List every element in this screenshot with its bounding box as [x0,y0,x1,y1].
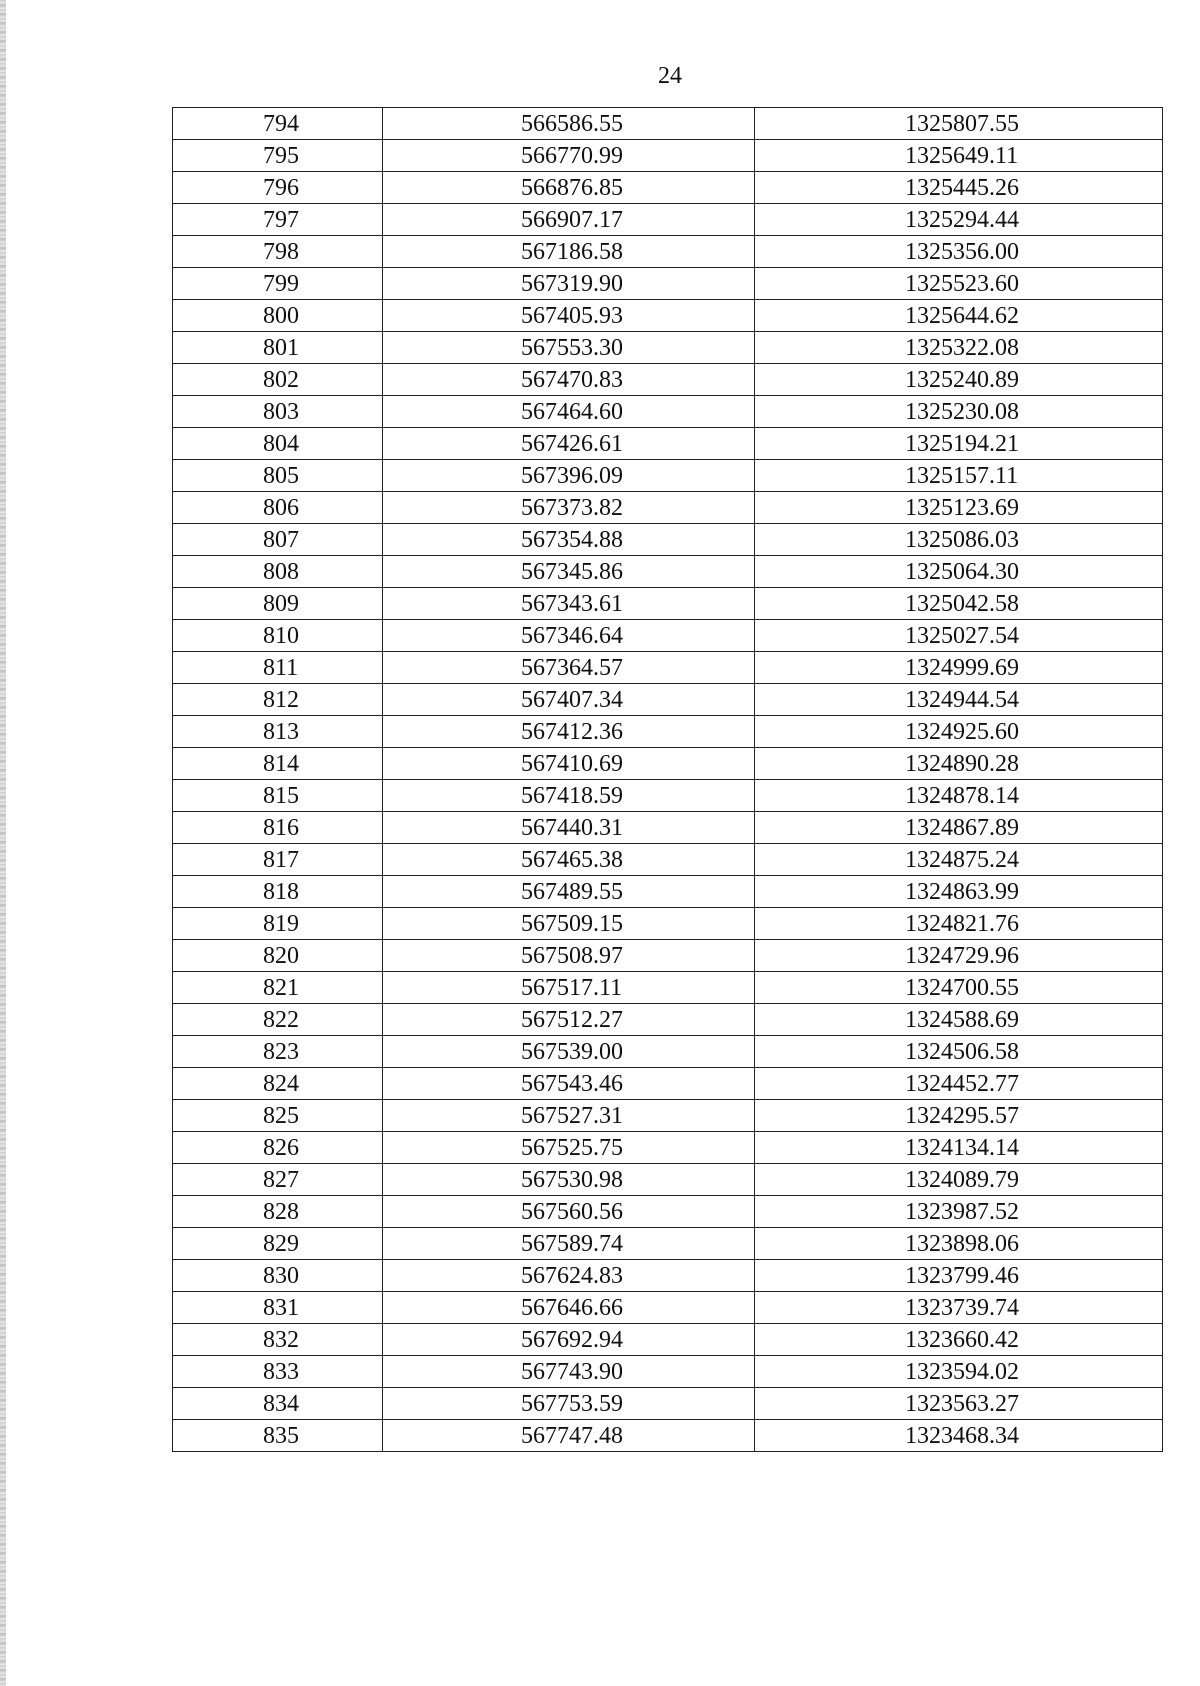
x-coordinate-cell: 567624.83 [383,1260,755,1292]
y-coordinate-cell: 1324134.14 [755,1132,1163,1164]
table-row [173,1196,1163,1228]
y-coordinate-cell: 1325445.26 [755,172,1163,204]
x-coordinate-cell: 567464.60 [383,396,755,428]
y-coordinate-cell: 1323660.42 [755,1324,1163,1356]
y-coordinate-cell: 1324875.24 [755,844,1163,876]
table-row [173,364,1163,396]
table-row [173,620,1163,652]
table-row [173,108,1163,140]
y-coordinate-cell: 1325123.69 [755,492,1163,524]
table-row [173,1164,1163,1196]
x-coordinate-cell: 567412.36 [383,716,755,748]
point-number-cell: 825 [173,1100,383,1132]
table-row [173,684,1163,716]
table-row [173,204,1163,236]
point-number-cell: 828 [173,1196,383,1228]
y-coordinate-cell: 1324700.55 [755,972,1163,1004]
table-row [173,588,1163,620]
table-row [173,1100,1163,1132]
x-coordinate-cell: 567345.86 [383,556,755,588]
table-row [173,268,1163,300]
point-number-cell: 802 [173,364,383,396]
y-coordinate-cell: 1324588.69 [755,1004,1163,1036]
point-number-cell: 795 [173,140,383,172]
y-coordinate-cell: 1324867.89 [755,812,1163,844]
table-row [173,1068,1163,1100]
x-coordinate-cell: 567470.83 [383,364,755,396]
table-row [173,1036,1163,1068]
y-coordinate-cell: 1325240.89 [755,364,1163,396]
point-number-cell: 833 [173,1356,383,1388]
y-coordinate-cell: 1324890.28 [755,748,1163,780]
y-coordinate-cell: 1323898.06 [755,1228,1163,1260]
scan-edge [0,0,6,1686]
x-coordinate-cell: 567517.11 [383,972,755,1004]
x-coordinate-cell: 567186.58 [383,236,755,268]
x-coordinate-cell: 567354.88 [383,524,755,556]
table-row [173,1420,1163,1452]
x-coordinate-cell: 567543.46 [383,1068,755,1100]
point-number-cell: 824 [173,1068,383,1100]
x-coordinate-cell: 567553.30 [383,332,755,364]
table-row [173,1228,1163,1260]
x-coordinate-cell: 567530.98 [383,1164,755,1196]
table-row [173,908,1163,940]
x-coordinate-cell: 567465.38 [383,844,755,876]
y-coordinate-cell: 1324729.96 [755,940,1163,972]
point-number-cell: 796 [173,172,383,204]
table-row [173,972,1163,1004]
y-coordinate-cell: 1325644.62 [755,300,1163,332]
point-number-cell: 812 [173,684,383,716]
y-coordinate-cell: 1324999.69 [755,652,1163,684]
x-coordinate-cell: 567319.90 [383,268,755,300]
x-coordinate-cell: 567440.31 [383,812,755,844]
y-coordinate-cell: 1325194.21 [755,428,1163,460]
point-number-cell: 803 [173,396,383,428]
y-coordinate-cell: 1324863.99 [755,876,1163,908]
point-number-cell: 809 [173,588,383,620]
y-coordinate-cell: 1325356.00 [755,236,1163,268]
point-number-cell: 800 [173,300,383,332]
point-number-cell: 808 [173,556,383,588]
x-coordinate-cell: 567527.31 [383,1100,755,1132]
y-coordinate-cell: 1323739.74 [755,1292,1163,1324]
table-row [173,748,1163,780]
point-number-cell: 797 [173,204,383,236]
x-coordinate-cell: 567525.75 [383,1132,755,1164]
table-row [173,140,1163,172]
point-number-cell: 814 [173,748,383,780]
y-coordinate-cell: 1325523.60 [755,268,1163,300]
point-number-cell: 821 [173,972,383,1004]
point-number-cell: 815 [173,780,383,812]
x-coordinate-cell: 567407.34 [383,684,755,716]
x-coordinate-cell: 567346.64 [383,620,755,652]
y-coordinate-cell: 1324821.76 [755,908,1163,940]
y-coordinate-cell: 1324944.54 [755,684,1163,716]
table-row [173,780,1163,812]
table-row [173,716,1163,748]
y-coordinate-cell: 1325157.11 [755,460,1163,492]
x-coordinate-cell: 567692.94 [383,1324,755,1356]
point-number-cell: 826 [173,1132,383,1164]
x-coordinate-cell: 567410.69 [383,748,755,780]
table-row [173,1260,1163,1292]
x-coordinate-cell: 567589.74 [383,1228,755,1260]
table-row [173,1004,1163,1036]
table-row [173,236,1163,268]
point-number-cell: 820 [173,940,383,972]
x-coordinate-cell: 566876.85 [383,172,755,204]
x-coordinate-cell: 567747.48 [383,1420,755,1452]
table-row [173,556,1163,588]
x-coordinate-cell: 567418.59 [383,780,755,812]
point-number-cell: 816 [173,812,383,844]
point-number-cell: 813 [173,716,383,748]
point-number-cell: 832 [173,1324,383,1356]
table-row [173,396,1163,428]
table-row [173,332,1163,364]
x-coordinate-cell: 567512.27 [383,1004,755,1036]
x-coordinate-cell: 566907.17 [383,204,755,236]
table-row [173,524,1163,556]
y-coordinate-cell: 1323799.46 [755,1260,1163,1292]
point-number-cell: 818 [173,876,383,908]
point-number-cell: 801 [173,332,383,364]
y-coordinate-cell: 1324295.57 [755,1100,1163,1132]
x-coordinate-cell: 567508.97 [383,940,755,972]
x-coordinate-cell: 567405.93 [383,300,755,332]
table-row [173,652,1163,684]
x-coordinate-cell: 567646.66 [383,1292,755,1324]
y-coordinate-cell: 1324506.58 [755,1036,1163,1068]
x-coordinate-cell: 567373.82 [383,492,755,524]
coordinate-table-body [173,108,1163,1452]
x-coordinate-cell: 567560.56 [383,1196,755,1228]
table-row [173,1324,1163,1356]
x-coordinate-cell: 567364.57 [383,652,755,684]
y-coordinate-cell: 1325322.08 [755,332,1163,364]
y-coordinate-cell: 1325649.11 [755,140,1163,172]
point-number-cell: 806 [173,492,383,524]
y-coordinate-cell: 1323594.02 [755,1356,1163,1388]
point-number-cell: 811 [173,652,383,684]
x-coordinate-cell: 567343.61 [383,588,755,620]
y-coordinate-cell: 1325294.44 [755,204,1163,236]
y-coordinate-cell: 1324925.60 [755,716,1163,748]
table-row [173,844,1163,876]
x-coordinate-cell: 567396.09 [383,460,755,492]
x-coordinate-cell: 567426.61 [383,428,755,460]
y-coordinate-cell: 1324452.77 [755,1068,1163,1100]
x-coordinate-cell: 567509.15 [383,908,755,940]
y-coordinate-cell: 1325027.54 [755,620,1163,652]
point-number-cell: 799 [173,268,383,300]
table-row [173,428,1163,460]
y-coordinate-cell: 1325064.30 [755,556,1163,588]
table-row [173,876,1163,908]
y-coordinate-cell: 1325230.08 [755,396,1163,428]
point-number-cell: 794 [173,108,383,140]
point-number-cell: 798 [173,236,383,268]
coordinate-table [172,107,1163,1452]
y-coordinate-cell: 1325807.55 [755,108,1163,140]
table-row [173,172,1163,204]
table-row [173,1132,1163,1164]
table-row [173,492,1163,524]
point-number-cell: 835 [173,1420,383,1452]
x-coordinate-cell: 567753.59 [383,1388,755,1420]
y-coordinate-cell: 1324089.79 [755,1164,1163,1196]
x-coordinate-cell: 566586.55 [383,108,755,140]
table-row [173,300,1163,332]
y-coordinate-cell: 1323468.34 [755,1420,1163,1452]
table-row [173,460,1163,492]
table-row [173,812,1163,844]
point-number-cell: 831 [173,1292,383,1324]
point-number-cell: 830 [173,1260,383,1292]
point-number-cell: 834 [173,1388,383,1420]
point-number-cell: 810 [173,620,383,652]
point-number-cell: 822 [173,1004,383,1036]
x-coordinate-cell: 567743.90 [383,1356,755,1388]
point-number-cell: 827 [173,1164,383,1196]
table-row [173,1356,1163,1388]
table-row [173,1388,1163,1420]
point-number-cell: 829 [173,1228,383,1260]
x-coordinate-cell: 566770.99 [383,140,755,172]
point-number-cell: 805 [173,460,383,492]
table-row [173,940,1163,972]
x-coordinate-cell: 567539.00 [383,1036,755,1068]
table-row [173,1292,1163,1324]
y-coordinate-cell: 1325042.58 [755,588,1163,620]
point-number-cell: 807 [173,524,383,556]
point-number-cell: 819 [173,908,383,940]
point-number-cell: 817 [173,844,383,876]
y-coordinate-cell: 1323563.27 [755,1388,1163,1420]
y-coordinate-cell: 1325086.03 [755,524,1163,556]
y-coordinate-cell: 1324878.14 [755,780,1163,812]
page-number: 24 [658,63,682,89]
point-number-cell: 804 [173,428,383,460]
x-coordinate-cell: 567489.55 [383,876,755,908]
point-number-cell: 823 [173,1036,383,1068]
y-coordinate-cell: 1323987.52 [755,1196,1163,1228]
